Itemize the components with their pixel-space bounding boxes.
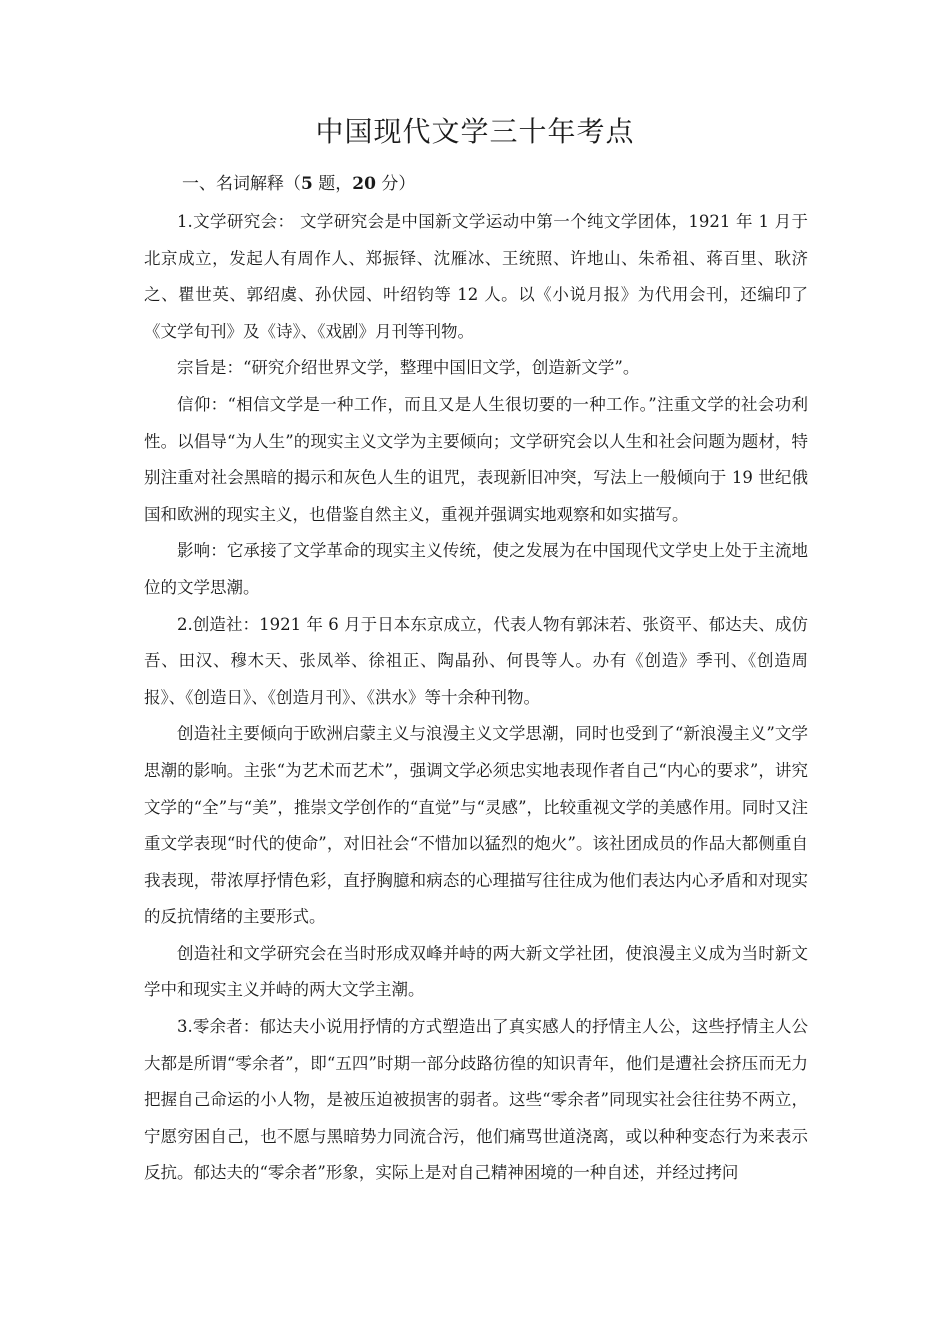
paragraph-wenxue-yanjiuhui: 1.文学研究会： 文学研究会是中国新文学运动中第一个纯文学团体，1921 年 1 月于北京成立，发起人有周作人、郑振铎、沈雁冰、王统照、许地山、朱希祖、蒋百里、耿济之、瞿世英、郭绍虞、孙伏园、叶绍钧等 12 人。以《小说月报》为代用会刊，还编印了《文学旬刊》及《诗》、《戏剧》月刊等刊物。 <box>144 212 808 341</box>
paragraph-lingyuzhe: 3.零余者：郁达夫小说用抒情的方式塑造出了真实感人的抒情主人公，这些抒情主人公大都是所谓“零余者”，即“五四”时期一部分歧路彷徨的知识青年，他们是遭社会挤压而无力把握自己命运的小人物，是被压迫被损害的弱者。这些“零余者”同现实社会往往势不两立，宁愿穷困自己，也不愿与黑暗势力同流合污，他们痛骂世道浇离，或以种种变态行为来表示反抗。郁达夫的“零余者”形象，实际上是对自己精神困境的一种自述，并经过拷问 <box>144 1017 808 1183</box>
page-title: 中国现代文学三十年考点 <box>315 115 635 148</box>
paragraph-zongzhi: 宗旨是：“研究介绍世界文学，整理中国旧文学，创造新文学”。 <box>177 358 640 378</box>
section-heading-prefix: 一、名词解释（ <box>182 174 301 194</box>
section-heading-count: 5 <box>301 174 313 194</box>
paragraph-chuangzaoshe: 2.创造社：1921 年 6 月于日本东京成立，代表人物有郭沫若、张资平、郁达夫、成仿吾、田汉、穆木天、张凤举、徐祖正、陶晶孙、何畏等人。办有《创造》季刊、《创造周报》、《创造日》、《创造月刊》、《洪水》等十余种刊物。 <box>144 614 808 707</box>
section-heading-mid: 题， <box>312 174 353 194</box>
body-text <box>144 204 808 1192</box>
paragraph-chuangzaoshe-qingxiang: 创造社主要倾向于欧洲启蒙主义与浪漫主义文学思潮，同时也受到了“新浪漫主义”文学思潮的影响。主张“为艺术而艺术”，强调文学必须忠实地表现作者自己“内心的要求”，讲究文学的“全”与“美”，推崇文学创作的“直觉”与“灵感”，比较重视文学的美感作用。同时又注重文学表现“时代的使命”，对旧社会“不惜加以猛烈的炮火”。该社团成员的作品大都侧重自我表现，带浓厚抒情色彩，直抒胸臆和病态的心理描写往往成为他们表达内心矛盾和对现实的反抗情绪的主要形式。 <box>144 724 808 927</box>
paragraph-shuangfeng-bingzhi: 创造社和文学研究会在当时形成双峰并峙的两大新文学社团，使浪漫主义成为当时新文学中和现实主义并峙的两大文学主潮。 <box>144 943 808 1000</box>
section-heading <box>182 172 415 196</box>
paragraph-yingxiang: 影响：它承接了文学革命的现实主义传统，使之发展为在中国现代文学史上处于主流地位的文学思潮。 <box>144 541 808 597</box>
paragraph-xinyang: 信仰：“相信文学是一种工作，而且又是人生很切要的一种工作。”注重文学的社会功利性。以倡导“为人生”的现实主义文学为主要倾向；文学研究会以人生和社会问题为题材，特别注重对社会黑暗的揭示和灰色人生的诅咒，表现新旧冲突，写法上一般倾向于 19 世纪俄国和欧洲的现实主义，也借鉴自然主义，重视并强调实地观察和如实描写。 <box>144 394 808 524</box>
section-heading-suffix: 分） <box>375 174 416 194</box>
section-heading-points: 20 <box>352 174 376 194</box>
